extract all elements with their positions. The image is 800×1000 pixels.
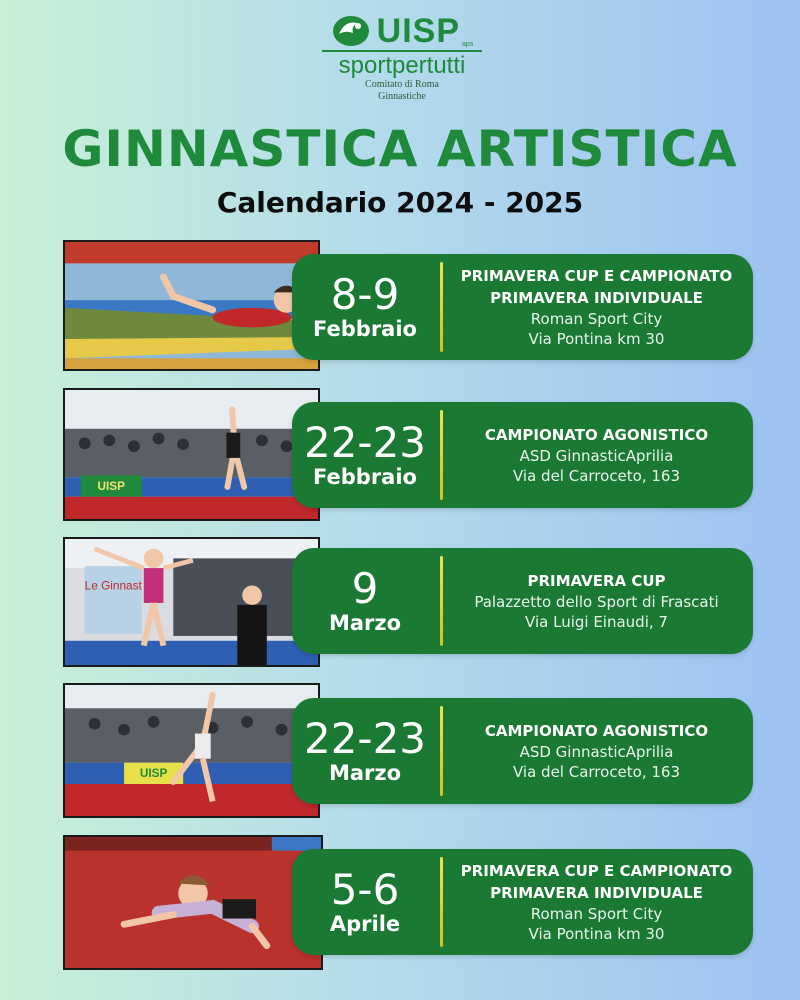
event-address: Via Pontina km 30 xyxy=(528,925,665,943)
event-month: Marzo xyxy=(328,761,402,785)
event-title-line: PRIMAVERA CUP E CAMPIONATO xyxy=(460,267,733,285)
event-divider xyxy=(440,410,443,500)
event-photo xyxy=(63,240,320,371)
event-card xyxy=(292,402,753,508)
event-date xyxy=(292,254,438,360)
event-card xyxy=(292,254,753,360)
logo-tagline: sportpertutti xyxy=(322,50,482,79)
event-date xyxy=(292,548,438,654)
page-subtitle: Calendario 2024 - 2025 xyxy=(216,186,584,219)
gymnast-posing-photo-icon xyxy=(65,539,318,665)
logo-aps: aps xyxy=(462,41,474,48)
event-days: 9 xyxy=(351,564,379,613)
logo-committee: Comitato di Roma xyxy=(365,79,439,90)
event-days: 5-6 xyxy=(330,865,400,914)
event-month: Aprile xyxy=(329,912,401,936)
event-info xyxy=(444,402,749,508)
event-divider xyxy=(440,857,443,947)
event-venue: ASD GinnasticAprilia xyxy=(519,447,674,465)
event-title-line: PRIMAVERA CUP xyxy=(527,572,666,590)
event-venue: ASD GinnasticAprilia xyxy=(519,743,674,761)
event-days: 8-9 xyxy=(330,270,400,319)
event-date xyxy=(292,698,438,804)
event-address: Via del Carroceto, 163 xyxy=(512,467,681,485)
event-date xyxy=(292,849,438,955)
event-venue: Roman Sport City xyxy=(530,905,663,923)
event-month: Febbraio xyxy=(313,465,417,489)
event-month: Febbraio xyxy=(313,317,417,341)
event-title-line: PRIMAVERA INDIVIDUALE xyxy=(490,289,703,307)
photo-banner-text: Le Ginnast xyxy=(84,579,142,593)
event-divider xyxy=(440,706,443,796)
gymnast-handstand-photo-icon xyxy=(65,685,318,816)
event-info xyxy=(444,254,749,360)
event-info xyxy=(444,849,749,955)
event-address: Via del Carroceto, 163 xyxy=(512,763,681,781)
gymnast-on-beam-photo-icon xyxy=(65,242,318,369)
event-title-line: PRIMAVERA CUP E CAMPIONATO xyxy=(460,862,733,880)
event-venue: Palazzetto dello Sport di Frascati xyxy=(474,593,719,611)
event-card xyxy=(292,849,753,955)
event-date xyxy=(292,402,438,508)
event-address: Via Luigi Einaudi, 7 xyxy=(525,613,668,631)
event-photo xyxy=(63,835,323,970)
event-photo xyxy=(63,537,320,667)
event-card xyxy=(292,698,753,804)
event-divider xyxy=(440,556,443,646)
event-info xyxy=(444,698,749,804)
event-title-line: PRIMAVERA INDIVIDUALE xyxy=(490,884,703,902)
event-photo xyxy=(63,683,320,818)
event-card xyxy=(292,548,753,654)
event-month: Marzo xyxy=(328,611,402,635)
event-days: 22-23 xyxy=(303,714,427,763)
event-address: Via Pontina km 30 xyxy=(528,330,665,348)
photo-banner-text: UISP xyxy=(139,767,168,781)
event-title-line: CAMPIONATO AGONISTICO xyxy=(484,426,709,444)
uisp-emblem-icon xyxy=(331,14,371,48)
event-info xyxy=(444,548,749,654)
event-venue: Roman Sport City xyxy=(530,310,663,328)
event-days: 22-23 xyxy=(303,418,427,467)
gymnast-on-floor-photo-icon xyxy=(65,837,321,968)
page-title: GINNASTICA ARTISTICA xyxy=(62,120,738,178)
event-title-line: CAMPIONATO AGONISTICO xyxy=(484,722,709,740)
event-divider xyxy=(440,262,443,352)
uisp-logo xyxy=(322,14,482,114)
photo-banner-text: UISP xyxy=(97,479,126,493)
gymnast-in-arena-photo-icon xyxy=(65,390,318,519)
logo-section: Ginnastiche xyxy=(378,91,426,102)
event-photo xyxy=(63,388,320,521)
logo-brand: UISP xyxy=(376,12,461,50)
